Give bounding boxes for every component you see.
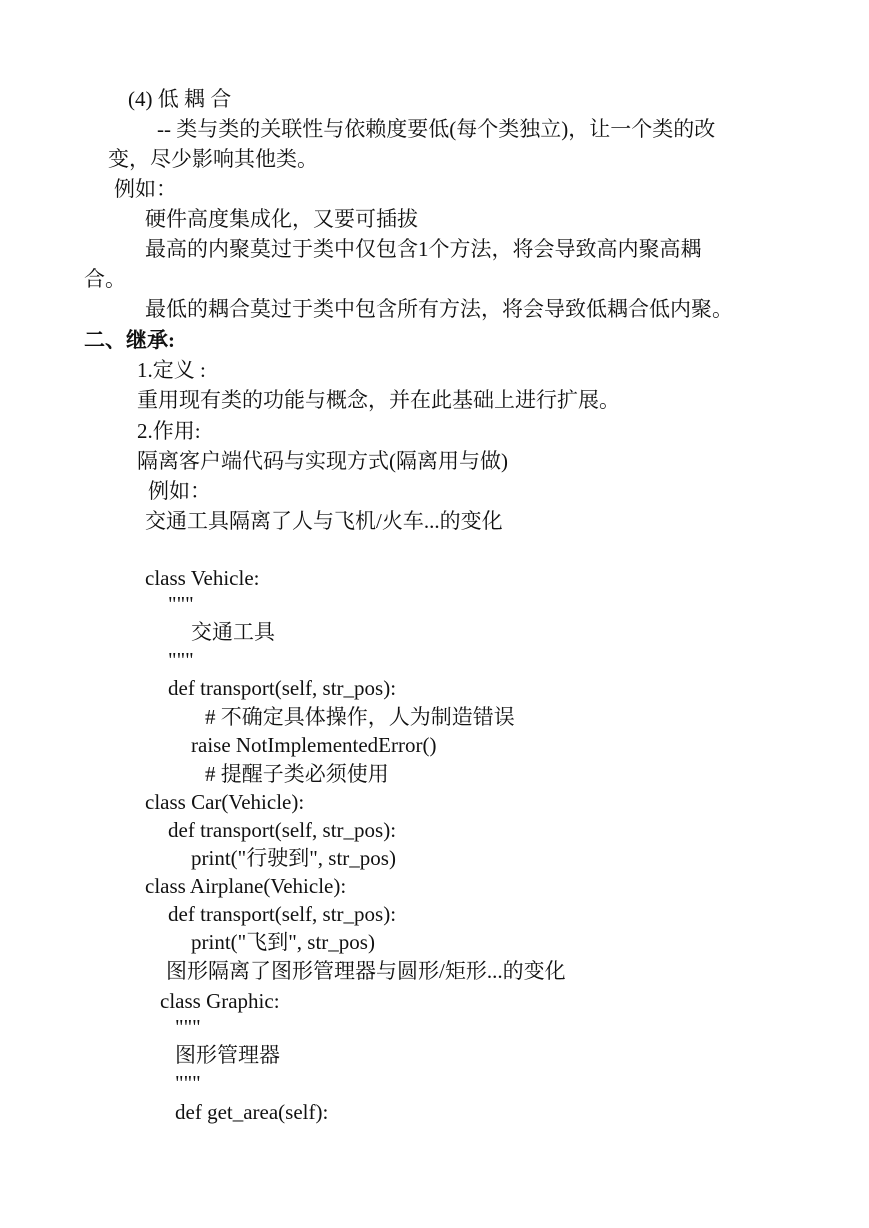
low-coupling-desc-line2: 变，尽少影响其他类。 [108,147,318,171]
code-line: class Vehicle: [145,566,260,590]
code-line: class Car(Vehicle): [145,790,305,814]
code-line: print("行驶到", str_pos) [191,846,396,870]
code-line: def transport(self, str_pos): [168,902,397,926]
graphic-example-intro: 图形隔离了图形管理器与圆形/矩形...的变化 [166,959,566,983]
code-line: 图形管理器 [175,1043,280,1067]
low-coupling-heading: (4) 低 耦 合 [128,87,232,111]
purpose-text: 隔离客户端代码与实现方式(隔离用与做) [137,449,508,473]
vehicle-example-text: 交通工具隔离了人与飞机/火车...的变化 [145,509,503,533]
code-line: def transport(self, str_pos): [168,676,397,700]
low-coupling-example-2-line1: 最高的内聚莫过于类中仅包含1个方法，将会导致高内聚高耦 [145,237,702,261]
inheritance-example-label: 例如： [148,479,211,503]
code-line: print("飞到", str_pos) [191,930,375,954]
code-line: """ [168,648,194,672]
code-line: # 不确定具体操作，人为制造错误 [205,705,515,729]
low-coupling-example-2-line2: 合。 [84,267,126,291]
definition-label: 1.定义 : [137,358,206,382]
purpose-label: 2.作用: [137,419,201,443]
code-line: def get_area(self): [175,1100,329,1124]
code-line: class Airplane(Vehicle): [145,874,347,898]
low-coupling-example-3: 最低的耦合莫过于类中包含所有方法，将会导致低耦合低内聚。 [145,297,733,321]
code-line: """ [168,592,194,616]
code-line: """ [175,1071,201,1095]
code-line: raise NotImplementedError() [191,733,437,757]
inheritance-heading: 二、继承: [84,328,175,352]
code-line: """ [175,1015,201,1039]
low-coupling-example-label: 例如： [114,177,177,201]
code-line: class Graphic: [160,989,280,1013]
low-coupling-desc-line1: -- 类与类的关联性与依赖度要低(每个类独立)，让一个类的改 [157,117,716,141]
code-line: 交通工具 [191,620,275,644]
code-line: # 提醒子类必须使用 [205,762,389,786]
code-line: def transport(self, str_pos): [168,818,397,842]
low-coupling-example-1: 硬件高度集成化，又要可插拔 [145,207,418,231]
definition-text: 重用现有类的功能与概念，并在此基础上进行扩展。 [137,388,620,412]
